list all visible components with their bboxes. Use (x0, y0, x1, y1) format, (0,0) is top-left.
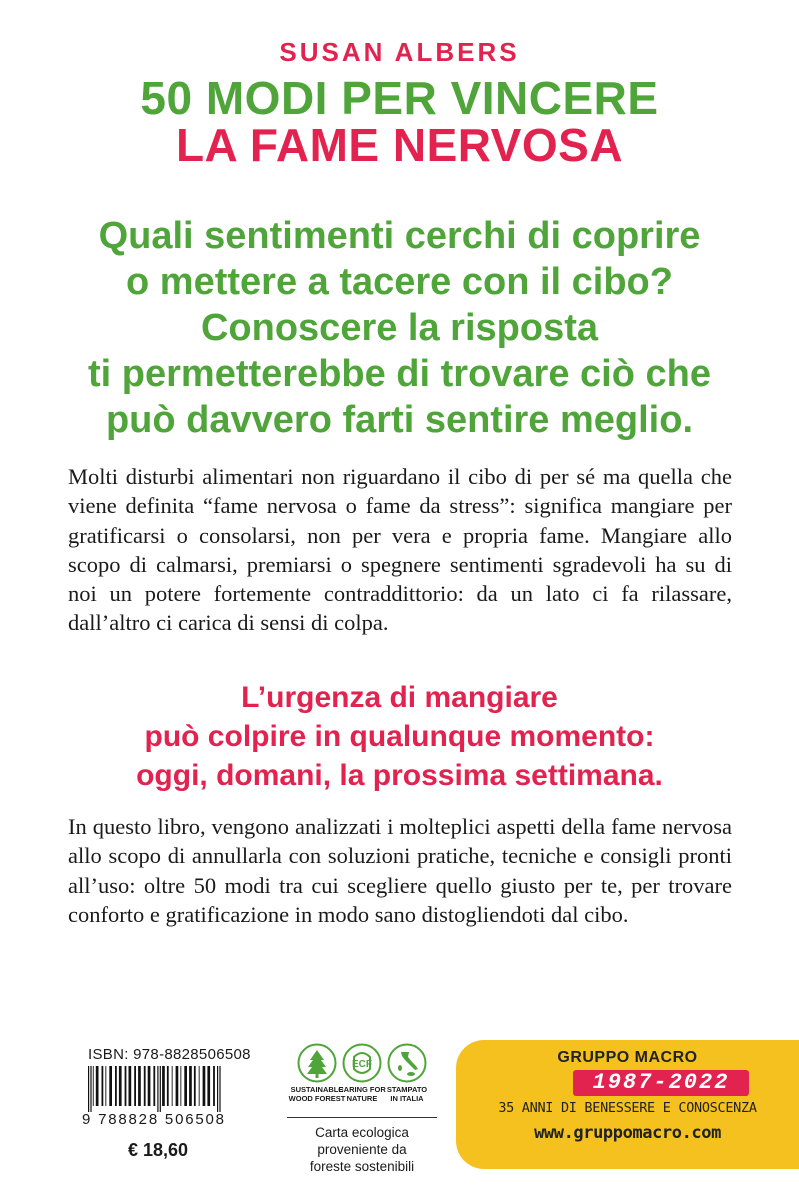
publisher-website-link[interactable]: www.gruppomacro.com (534, 1123, 721, 1143)
barcode-bar (172, 1066, 173, 1106)
quote-line: può davvero farti sentire meglio. (105, 399, 694, 441)
barcode-bar (134, 1066, 136, 1106)
barcode-bar (217, 1066, 218, 1112)
barcode-bar (90, 1066, 91, 1112)
eco-badge-label: CARING FOR NATURE (338, 1085, 386, 1103)
tree-icon (297, 1043, 337, 1083)
ecf-icon (342, 1043, 382, 1083)
barcode-bar (129, 1066, 132, 1106)
ecf-icon-text: ECF (352, 1059, 372, 1070)
quote-line: L’urgenza di mangiare (241, 681, 558, 714)
barcode-bar (138, 1066, 141, 1106)
barcode-bar (105, 1066, 106, 1106)
barcode-bar (207, 1066, 210, 1106)
barcode-bar (203, 1066, 206, 1106)
publisher-name: GRUPPO MACRO (557, 1049, 698, 1066)
barcode-bar (148, 1066, 151, 1106)
eco-badge-label: SUSTAINABLE WOOD FOREST (288, 1085, 346, 1103)
quote-line: Quali sentimenti cerchi di coprire (98, 215, 701, 257)
barcode-bar (157, 1066, 158, 1112)
barcode-bar (180, 1066, 181, 1106)
quote-line: può colpire in qualunque momento: (144, 720, 655, 753)
eco-badge-label: STAMPATO IN ITALIA (386, 1085, 428, 1103)
pull-quote-green (0, 213, 799, 443)
barcode-bar (144, 1066, 146, 1106)
price-label: € 18,60 (128, 1140, 189, 1160)
quote-line: Conoscere la risposta (200, 307, 599, 349)
italy-map-icon (387, 1043, 427, 1083)
barcode-bar (199, 1066, 200, 1106)
barcode-bar (119, 1066, 122, 1106)
barcode-bar (109, 1066, 112, 1106)
barcode-bar (189, 1066, 192, 1106)
barcode-bar (88, 1066, 89, 1112)
barcode-bar (93, 1066, 94, 1106)
barcode-bar (194, 1066, 196, 1106)
description-paragraph-1: Molti disturbi alimentari non riguardano il cibo di per sé ma quella che viene definita “fame nervosa o fame da stress”: significa mangiare per gratificarsi o consolarsi, non per vera e propria fame. Mangiare allo scopo di calmarsi, premiarsi o spegnere sentimenti sgradevoli ha su di noi un potere fortemente contraddittorio: da un lato ci fa rilassare, dall’altro ci carica di sensi di colpa. (68, 464, 732, 636)
book-title-line-2: LA FAME NERVOSA (175, 119, 624, 171)
barcode-bar (125, 1066, 127, 1106)
divider (287, 1117, 437, 1118)
book-title-line-1: 50 MODI PER VINCERE (140, 72, 659, 124)
barcode-bar (115, 1066, 117, 1106)
barcode-bar (102, 1066, 104, 1106)
isbn-label: ISBN: 978-8828506508 (88, 1046, 251, 1063)
quote-line: ti permetterebbe di trovare ciò che (88, 353, 711, 395)
publisher-tagline: 35 ANNI DI BENESSERE E CONOSCENZA (498, 1100, 757, 1116)
quote-line: o mettere a tacere con il cibo? (126, 261, 673, 303)
barcode-icon (86, 1066, 226, 1112)
eco-paper-text: Carta ecologica proveniente da foreste sostenibili (309, 1125, 415, 1174)
barcode-bar (160, 1066, 161, 1112)
author-name: SUSAN ALBERS (279, 37, 520, 67)
pull-quote-red (0, 678, 799, 795)
barcode-bar (162, 1066, 165, 1106)
barcode-bar (184, 1066, 187, 1106)
barcode-bar (176, 1066, 179, 1106)
anniversary-years-badge: 1987-2022 (573, 1070, 749, 1096)
description-paragraph-2: In questo libro, vengono analizzati i molteplici aspetti della fame nervosa allo scopo di annullarla con soluzioni pratiche, tecniche e consigli pronti all’uso: oltre 50 modi tra cui scegliere quello giusto per te, per trovare conforto e gratificazione in modo sano distogliendoti dal cibo. (68, 814, 732, 927)
barcode-bar (213, 1066, 215, 1106)
barcode-bar (219, 1066, 220, 1112)
barcode-bar (167, 1066, 169, 1106)
barcode-bar (153, 1066, 155, 1106)
barcode-bar (96, 1066, 99, 1106)
barcode-digits: 9 788828 506508 (82, 1111, 226, 1128)
quote-line: oggi, domani, la prossima settimana. (136, 759, 663, 792)
